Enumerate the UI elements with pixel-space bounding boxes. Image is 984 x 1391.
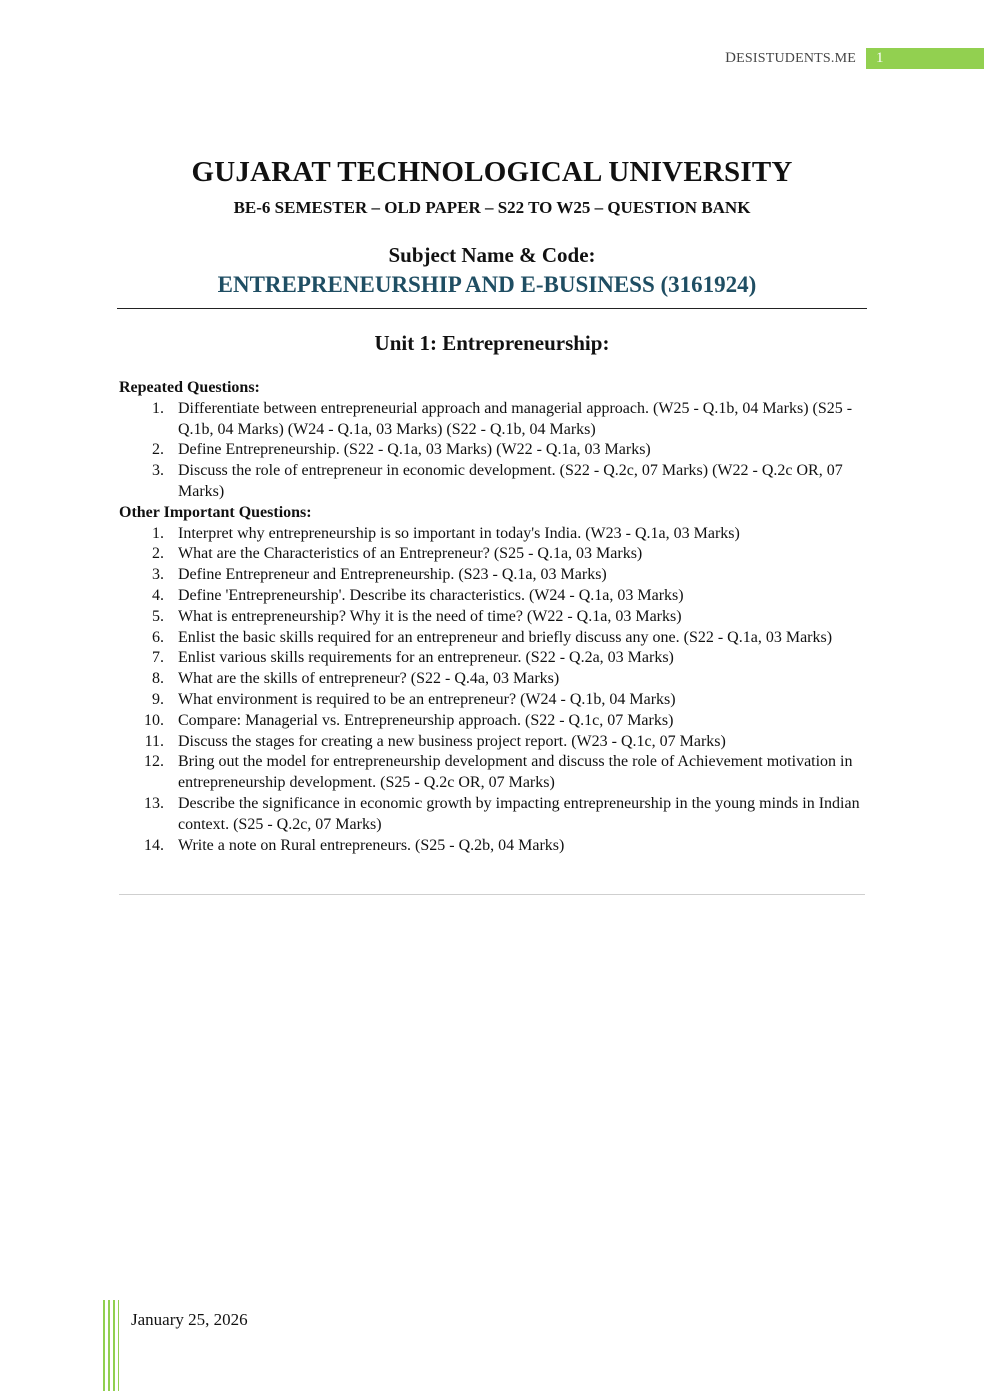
question-number: 5. bbox=[152, 607, 164, 625]
site-name-rest: ESISTUDENTS.ME bbox=[736, 51, 856, 66]
question-item bbox=[119, 524, 871, 545]
subject-part2-rest: -BUSINESS bbox=[535, 272, 655, 297]
content-divider bbox=[119, 894, 865, 895]
question-number: 7. bbox=[152, 649, 164, 667]
question-number: 11. bbox=[144, 732, 164, 750]
site-name-initial: D bbox=[725, 50, 737, 66]
question-number: 2. bbox=[152, 441, 164, 459]
question-item bbox=[119, 690, 871, 711]
question-item bbox=[119, 732, 871, 753]
question-text: Enlist the basic skills required for an entrepreneur and briefly discuss any one. (S22 - Q.1a, 03 Marks) bbox=[178, 628, 833, 646]
footer-date: January 25, 2026 bbox=[131, 1310, 248, 1329]
unit-title: Unit 1: Entrepreneurship: bbox=[374, 331, 610, 355]
question-text: Interpret why entrepreneurship is so important in today's India. (W23 - Q.1a, 03 Marks) bbox=[178, 524, 740, 542]
question-text: What are the Characteristics of an Entrepreneur? (S25 - Q.1a, 03 Marks) bbox=[178, 545, 643, 563]
question-text: Bring out the model for entrepreneurship development and discuss the role of Achievement motivation in entrepreneurship development. (S25 - Q.2c OR, 07 Marks) bbox=[178, 753, 853, 792]
document-title: GUJARAT TECHNOLOGICAL UNIVERSITY bbox=[191, 156, 793, 188]
question-number: 14. bbox=[144, 836, 164, 854]
question-number: 1. bbox=[152, 524, 164, 542]
question-item bbox=[119, 752, 871, 794]
question-number: 1. bbox=[152, 399, 164, 417]
footer-accent-bars bbox=[103, 1300, 119, 1391]
question-text: Define Entrepreneurship. (S22 - Q.1a, 03 Marks) (W22 - Q.1a, 03 Marks) bbox=[178, 441, 651, 459]
subject-label: Subject Name & Code: bbox=[388, 243, 596, 267]
subject-name bbox=[0, 272, 974, 298]
question-number: 3. bbox=[152, 566, 164, 584]
question-text: What are the skills of entrepreneur? (S22 - Q.4a, 03 Marks) bbox=[178, 670, 560, 688]
question-number: 6. bbox=[152, 628, 164, 646]
question-item bbox=[119, 607, 871, 628]
question-item bbox=[119, 794, 871, 836]
question-number: 4. bbox=[152, 586, 164, 604]
question-number: 3. bbox=[152, 462, 164, 480]
subject-code: (3161924) bbox=[654, 272, 757, 297]
other-questions-heading: Other Important Questions: bbox=[119, 503, 312, 521]
subject-part2-initial: E bbox=[520, 272, 536, 297]
question-number: 12. bbox=[144, 753, 164, 771]
page-number-badge: 1 bbox=[866, 48, 984, 69]
question-item bbox=[119, 461, 871, 503]
question-number: 10. bbox=[144, 711, 164, 729]
question-item bbox=[119, 544, 871, 565]
question-item bbox=[119, 648, 871, 669]
question-item bbox=[119, 711, 871, 732]
subject-part1-initial: E bbox=[217, 272, 233, 297]
question-text: What is entrepreneurship? Why it is the need of time? (W22 - Q.1a, 03 Marks) bbox=[178, 607, 682, 625]
question-text: Discuss the stages for creating a new business project report. (W23 - Q.1c, 07 Marks) bbox=[178, 732, 726, 750]
question-text: Compare: Managerial vs. Entrepreneurship approach. (S22 - Q.1c, 07 Marks) bbox=[178, 711, 674, 729]
repeated-questions-heading: Repeated Questions: bbox=[119, 379, 260, 396]
question-item bbox=[119, 669, 871, 690]
question-item bbox=[119, 440, 871, 461]
question-item bbox=[119, 399, 871, 441]
question-text: Define Entrepreneur and Entrepreneurship. (S23 - Q.1a, 03 Marks) bbox=[178, 566, 607, 584]
question-item bbox=[119, 836, 871, 857]
question-text: Discuss the role of entrepreneur in economic development. (S22 - Q.2c, 07 Marks) (W22 - Q.2c OR, 07 Marks) bbox=[178, 462, 843, 500]
question-text: Define 'Entrepreneurship'. Describe its characteristics. (W24 - Q.1a, 03 Marks) bbox=[178, 586, 684, 604]
question-item bbox=[119, 586, 871, 607]
header-divider bbox=[117, 308, 867, 309]
question-number: 8. bbox=[152, 670, 164, 688]
question-text: Write a note on Rural entrepreneurs. (S25 - Q.2b, 04 Marks) bbox=[178, 836, 565, 854]
question-item bbox=[119, 565, 871, 586]
question-text: Enlist various skills requirements for an entrepreneur. (S22 - Q.2a, 03 Marks) bbox=[178, 649, 674, 667]
question-text: Describe the significance in economic growth by impacting entrepreneurship in the young minds in Indian context. (S25 - Q.2c, 07 Marks) bbox=[178, 794, 860, 833]
question-text: Differentiate between entrepreneurial approach and managerial approach. (W25 - Q.1b, 04 Marks) (S25 - Q.1b, 04 Marks) (W24 - Q.1a, 03 Marks) (S22 - Q.1b, 04 Marks) bbox=[178, 399, 853, 438]
question-number: 13. bbox=[144, 794, 164, 812]
subject-part1-rest: NTREPRENEURSHIP AND bbox=[232, 272, 521, 297]
question-item bbox=[119, 628, 871, 649]
header-site-name bbox=[700, 50, 856, 67]
repeated-questions-list bbox=[119, 399, 871, 503]
question-content bbox=[119, 378, 871, 856]
question-number: 9. bbox=[152, 690, 164, 708]
other-questions-list bbox=[119, 524, 871, 857]
question-text: What environment is required to be an entrepreneur? (W24 - Q.1b, 04 Marks) bbox=[178, 690, 676, 708]
question-number: 2. bbox=[152, 545, 164, 563]
document-subtitle: BE-6 SEMESTER – OLD PAPER – S22 TO W25 – QUESTION BANK bbox=[233, 198, 751, 217]
